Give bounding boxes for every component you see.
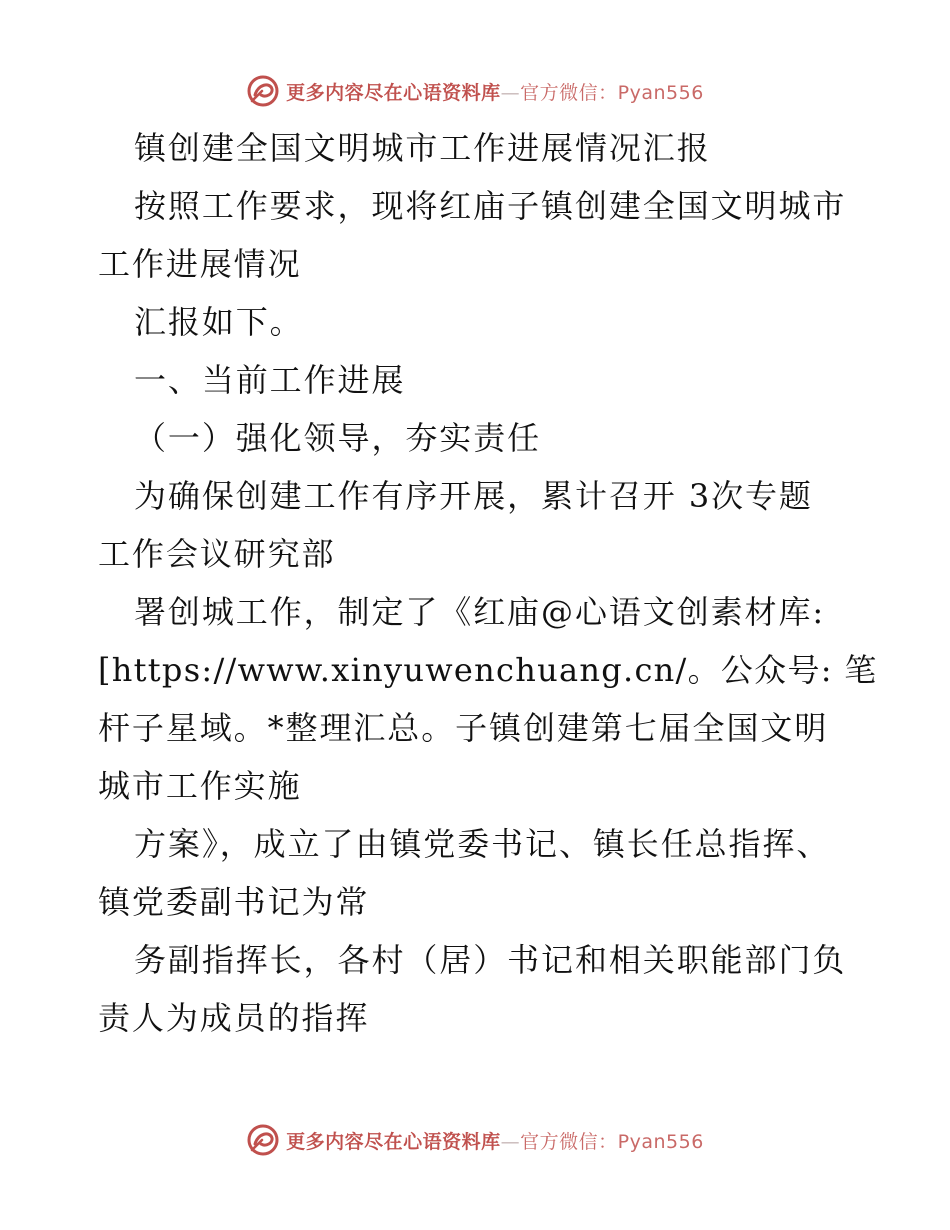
document-title: 镇创建全国文明城市工作进展情况汇报 [134,129,711,167]
watermark-title: 更多内容尽在心语资料库 [286,81,501,104]
watermark-separator: — [500,81,521,104]
swirl-logo-icon [246,74,280,108]
paragraph-line: 按照工作要求，现将红庙子镇创建全国文明城市 [134,187,847,225]
watermark-wechat: 官方微信：Pyan556 [520,81,704,104]
header-watermark-banner [0,71,950,111]
swirl-logo-icon [246,1123,280,1157]
watermark-title: 更多内容尽在心语资料库 [286,1130,501,1153]
watermark-wechat: 官方微信：Pyan556 [520,1130,704,1153]
paragraph-line: 汇报如下。 [134,303,304,341]
watermark-text [286,78,704,105]
paragraph-line: 工作会议研究部 [98,535,336,573]
paragraph-line: 务副指挥长，各村（居）书记和相关职能部门负 [134,941,847,979]
watermark-separator: — [500,1130,521,1153]
paragraph-line: 方案》，成立了由镇党委书记、镇长任总指挥、 [134,825,831,863]
paragraph-line: 工作进展情况 [98,245,302,283]
paragraph-line: 城市工作实施 [98,767,302,805]
paragraph-line: 署创城工作，制定了《红庙@心语文创素材库: [134,593,826,631]
paragraph-line: [https://www.xinyuwenchuang.cn/。公众号: 笔 [98,651,878,689]
watermark-text [286,1127,704,1154]
paragraph-line: 镇党委副书记为常 [98,883,370,921]
paragraph-line: 责人为成员的指挥 [98,999,370,1037]
subsection-heading: （一）强化领导，夯实责任 [134,419,542,457]
section-heading: 一、当前工作进展 [134,361,406,399]
footer-watermark-banner [0,1120,950,1160]
paragraph-line: 杆子星域。*整理汇总。子镇创建第七届全国文明 [98,709,829,747]
paragraph-line: 为确保创建工作有序开展，累计召开 3次专题 [134,477,813,515]
